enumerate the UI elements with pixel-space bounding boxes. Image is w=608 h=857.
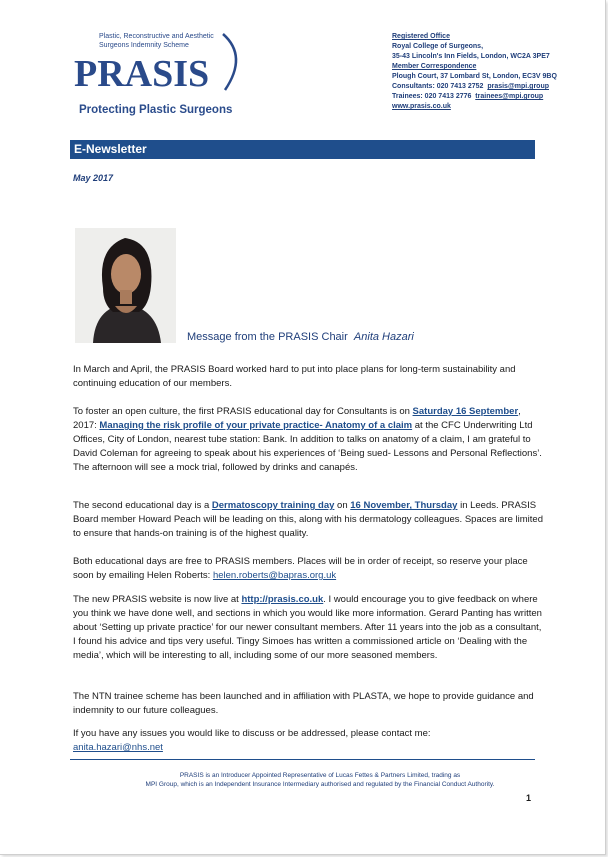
registered-office-label: Registered Office (392, 33, 450, 40)
paragraph-trainee-scheme (73, 690, 543, 718)
prasis-logo (73, 28, 253, 123)
paragraph-text: . I would encourage you to give feedback on where you think we have done well, and sections in which you would like more information. Gerard Panting has written about ‘Setting up private practice’ for our newer consultant members. After 11 years into the job as a consultant, I found his advice and tips very useful. Tingy Simoes has written a commissioned article on ‘Dealing with the media’, which will be interesting to all, including some of our more seasoned members. (73, 594, 542, 661)
paragraph-free-days (73, 555, 543, 583)
office-info (392, 32, 592, 112)
trainees-phone: Trainees: 020 7413 2776 (392, 93, 472, 100)
newsletter-title: E-Newsletter (74, 142, 147, 156)
footer-line: MPI Group, which is an Independent Insurance Intermediary authorised and regulated by the Financial Conduct Authority. (145, 781, 495, 788)
issue-date: May 2017 (73, 173, 114, 183)
logo-subtitle (99, 33, 214, 50)
paragraph-text: , 2017: (73, 406, 521, 431)
paragraph-text: in Leeds. PRASIS Board member Howard Peach will be leading on this, along with his dermatology colleagues. Spaces are limited to ensure that hands-on training is of the highest quality. (73, 500, 543, 539)
registered-office-line: 35-43 Lincoln's Inn Fields, London, WC2A 3PE7 (392, 53, 550, 60)
newsletter-header-bar (70, 140, 535, 159)
trainees-contact (392, 92, 592, 102)
logo-subtitle-line: Plastic, Reconstructive and Aesthetic (99, 33, 214, 40)
email-link[interactable]: helen.roberts@bapras.org.uk (212, 570, 337, 581)
page-number: 1 (526, 793, 532, 803)
date-link[interactable]: Saturday 16 September (412, 406, 519, 417)
paragraph-text: In March and April, the PRASIS Board worked hard to put into place plans for long-term sustainability and continuing education of our members. (73, 364, 516, 389)
correspondence-address: Plough Court, 37 Lombard St, London, EC3V 9BQ (392, 73, 557, 80)
paragraph-text: on (334, 500, 351, 511)
paragraph-dermatoscopy-day (73, 499, 543, 541)
correspondence-label: Member Correspondence (392, 63, 477, 70)
consultants-contact (392, 82, 592, 92)
paragraph-text: The new PRASIS website is now live at (73, 594, 242, 605)
paragraph-text: The NTN trainee scheme has been launched and in affiliation with PLASTA, we hope to provide guidance and indemnity to our future colleagues. (73, 691, 534, 716)
website-link[interactable]: www.prasis.co.uk (392, 103, 451, 110)
footer-line: PRASIS is an Introducer Appointed Representative of Lucas Fettes & Partners Limited, trading as (179, 772, 461, 779)
registered-office-line: Royal College of Surgeons, (392, 43, 484, 50)
chair-photo (75, 228, 176, 343)
portrait-image (75, 228, 176, 343)
logo-subtitle-line: Surgeons Indemnity Scheme (99, 41, 189, 49)
paragraph-consultant-day (73, 405, 543, 475)
logo-wordmark: PRASIS (74, 53, 210, 95)
paragraph-text: To foster an open culture, the first PRASIS educational day for Consultants is on (73, 406, 413, 417)
paragraph-website (73, 593, 543, 663)
website-link[interactable]: http://prasis.co.uk (241, 594, 324, 605)
paragraph-text: Both educational days are free to PRASIS members. Places will be in order of receipt, so reserve your place soon by emailing Helen Roberts: (73, 556, 528, 581)
event-link[interactable]: Managing the risk profile of your private practice- Anatomy of a claim (99, 420, 413, 431)
date-link[interactable]: 16 November, Thursday (350, 500, 458, 511)
paragraph-text: If you have any issues you would like to discuss or be addressed, please contact me: (73, 728, 431, 739)
logo-tagline: Protecting Plastic Surgeons (79, 104, 233, 116)
trainees-email-link[interactable]: trainees@mpi.group (475, 93, 544, 100)
message-title: Message from the PRASIS Chair (187, 331, 348, 343)
paragraph-intro (73, 363, 543, 391)
paragraph-contact (73, 727, 543, 755)
message-heading (187, 331, 414, 343)
footer-divider (70, 759, 535, 760)
footer-disclaimer (80, 771, 560, 789)
email-link[interactable]: anita.hazari@nhs.net (73, 742, 163, 753)
event-link[interactable]: Dermatoscopy training day (211, 500, 335, 511)
paragraph-text: The second educational day is a (73, 500, 212, 511)
paragraph-text: at the CFC Underwriting Ltd Offices, City of London, nearest tube station: Bank. In addition to talks on anatomy of a claim, I am grateful to David Coleman for agreeing to speak about his experiences of ‘Being sued- Lessons and Personal Reflections’. The afternoon will see a mock trial, followed by drinks and canapés. (73, 420, 542, 473)
message-author: Anita Hazari (353, 331, 414, 343)
consultants-email-link[interactable]: prasis@mpi.group (487, 83, 549, 90)
consultants-phone: Consultants: 020 7413 2752 (392, 83, 484, 90)
